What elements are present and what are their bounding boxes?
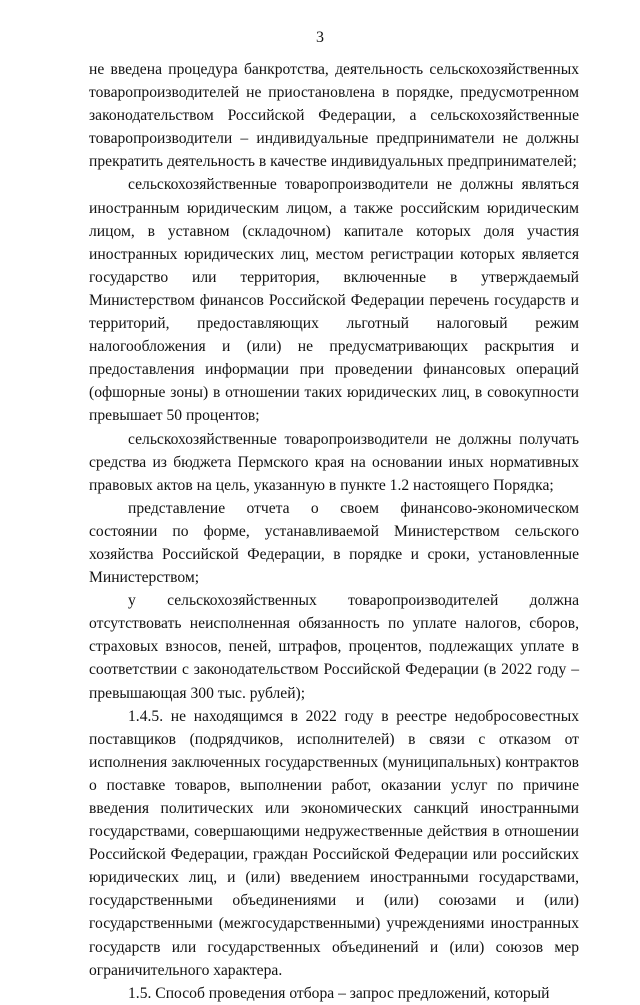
paragraph-tax-debt-condition: у сельскохозяйственных товаропроизводителей должна отсутствовать неисполненная обязанность по уплате налогов, сборов, страховых взносов, пеней, штрафов, процентов, подлежащих уплате в соответствии с законодательством Российской Федерации (в 2022 году – превышающая 300 тыс. рублей); bbox=[89, 592, 579, 702]
paragraph-clause-1-4-5: 1.4.5. не находящимся в 2022 году в реестре недобросовестных поставщиков (подрядчиков, исполнителей) в связи с отказом от исполнения заключенных государственных (муниципальных) контрактов о поставке товаров, выполнении работ, оказании услуг по причине введения политических или экономических санкций иностранными государствами, совершающими недружественные действия в отношении Российской Федерации, граждан Российской Федерации или российских юридических лиц, и (или) введением иностранными государствами, государственными объединениями и (или) союзами и (или) государственными (межгосударственными) учреждениями иностранных государств или государственных объединений и (или) союзов мер ограничительного характера. bbox=[89, 707, 579, 979]
page-number: 3 bbox=[316, 29, 324, 46]
paragraph-clause-1-5: 1.5. Способ проведения отбора – запрос предложений, который bbox=[128, 984, 550, 1002]
paragraph-bankruptcy-condition: не введена процедура банкротства, деятельность сельскохозяйственных товаропроизводителей не приостановлена в порядке, предусмотренном законодательством Российской Федерации, а сельскохозяйственные товаропроизводители – индивидуальные предприниматели не должны прекратить деятельность в качестве индивидуальных предпринимателей; bbox=[89, 61, 579, 171]
paragraph-regional-budget-condition: сельскохозяйственные товаропроизводители не должны получать средства из бюджета Пермского края на основании иных нормативных правовых актов на цель, указанную в пункте 1.2 настоящего Порядка; bbox=[89, 430, 579, 494]
document-body bbox=[89, 58, 579, 1005]
paragraph-foreign-entity-condition: сельскохозяйственные товаропроизводители не должны являться иностранным юридическим лицом, а также российским юридическим лицом, в уставном (складочном) капитале которых доля участия иностранных юридических лиц, местом регистрации которых является государство или территория, включенные в утверждаемый Министерством финансов Российской Федерации перечень государств и территорий, предоставляющих льготный налоговый режим налогообложения и (или) не предусматривающих раскрытия и предоставления информации при проведении финансовых операций (офшорные зоны) в отношении таких юридических лиц, в совокупности превышает 50 процентов; bbox=[89, 176, 579, 425]
paragraph-financial-report-condition: представление отчета о своем финансово-экономическом состоянии по форме, устанавливаемой Министерством сельского хозяйства Российской Федерации, в порядке и сроки, установленные Министерством; bbox=[89, 499, 579, 587]
